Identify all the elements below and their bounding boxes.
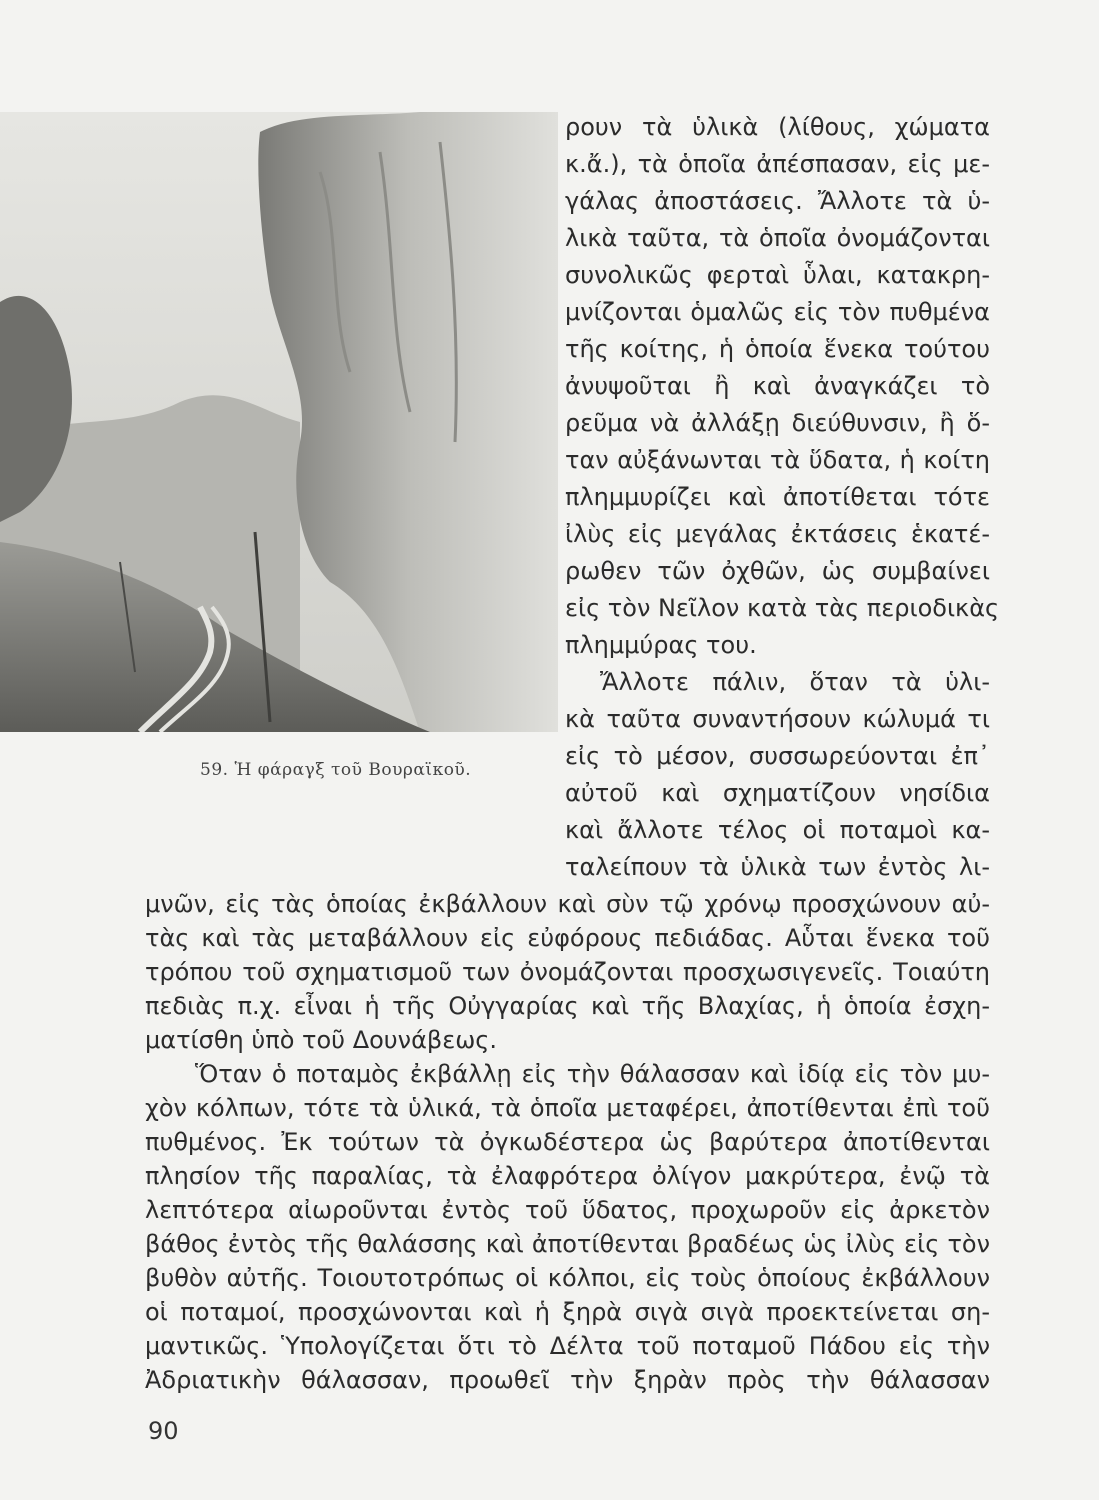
text-line: ρουν τὰ ὑλικὰ (λίθους, χώματα	[565, 113, 990, 141]
text-line: βυθὸν αὐτῆς. Τοιουτοτρόπως οἱ κόλποι, εἰς τοὺς ὁποίους ἐκβάλλουν	[145, 1264, 990, 1292]
text-line: Ἄλλοτε πάλιν, ὅταν τὰ ὑλι-	[600, 668, 990, 696]
text-line: πλησίον τῆς παραλίας, τὰ ἐλαφρότερα ὀλίγον μακρύτερα, ἐνῷ τὰ	[145, 1162, 990, 1190]
text-line: πλημμυρίζει καὶ ἀποτίθεται τότε	[565, 483, 990, 511]
text-line: πυθμένος. Ἐκ τούτων τὰ ὀγκωδέστερα ὡς βαρύτερα ἀποτίθενται	[145, 1128, 990, 1156]
gorge-photograph	[0, 112, 558, 732]
text-line: ταλείπουν τὰ ὑλικὰ των ἐντὸς λι-	[565, 853, 990, 881]
text-line: ματίσθη ὑπὸ τοῦ Δουνάβεως.	[145, 1026, 498, 1054]
text-line: μνῶν, εἰς τὰς ὁποίας ἐκβάλλουν καὶ σὺν τῷ χρόνῳ προσχώνουν αὐ-	[145, 890, 990, 918]
text-line: εἰς τὸν Νεῖλον κατὰ τὰς περιοδικὰς	[565, 594, 1000, 622]
page-number: 90	[148, 1417, 179, 1445]
text-line: γάλας ἀποστάσεις. Ἄλλοτε τὰ ὑ-	[565, 187, 990, 215]
text-line: οἱ ποταμοί, προσχώνονται καὶ ἡ ξηρὰ σιγὰ σιγὰ προεκτείνεται ση-	[145, 1298, 990, 1326]
text-line: μνίζονται ὁμαλῶς εἰς τὸν πυθμένα	[565, 298, 990, 326]
text-line: ταν αὐξάνωνται τὰ ὕδατα, ἡ κοίτη	[565, 446, 990, 474]
figure-caption: 59. Ἡ φάραγξ τοῦ Βουραϊκοῦ.	[200, 760, 472, 780]
text-line: Ἀδριατικὴν θάλασσαν, προωθεῖ τὴν ξηρὰν πρὸς τὴν θάλασσαν	[145, 1366, 990, 1394]
text-line: πεδιὰς π.χ. εἶναι ἡ τῆς Οὐγγαρίας καὶ τῆς Βλαχίας, ἡ ὁποία ἐσχη-	[145, 992, 990, 1020]
text-line: κὰ ταῦτα συναντήσουν κώλυμά τι	[565, 705, 990, 733]
text-line: συνολικῶς φερταὶ ὗλαι, κατακρη-	[565, 261, 990, 289]
text-line: ρεῦμα νὰ ἀλλάξῃ διεύθυνσιν, ἢ ὅ-	[565, 409, 990, 437]
photo-illustration	[0, 112, 558, 732]
text-line: ρωθεν τῶν ὀχθῶν, ὡς συμβαίνει	[565, 557, 990, 585]
text-line: χὸν κόλπων, τότε τὰ ὑλικά, τὰ ὁποῖα μεταφέρει, ἀποτίθενται ἐπὶ τοῦ	[145, 1094, 990, 1122]
text-line: τὰς καὶ τὰς μεταβάλλουν εἰς εὐφόρους πεδιάδας. Αὗται ἕνεκα τοῦ	[145, 924, 990, 952]
text-line: καὶ ἄλλοτε τέλος οἱ ποταμοὶ κα-	[565, 816, 990, 844]
text-line: ἰλὺς εἰς μεγάλας ἐκτάσεις ἑκατέ-	[565, 520, 990, 548]
text-line: λικὰ ταῦτα, τὰ ὁποῖα ὀνομάζονται	[565, 224, 990, 252]
text-line: Ὅταν ὁ ποταμὸς ἐκβάλλῃ εἰς τὴν θάλασσαν καὶ ἰδίᾳ εἰς τὸν μυ-	[195, 1060, 990, 1088]
text-line: μαντικῶς. Ὑπολογίζεται ὅτι τὸ Δέλτα τοῦ ποταμοῦ Πάδου εἰς τὴν	[145, 1332, 990, 1360]
text-line: βάθος ἐντὸς τῆς θαλάσσης καὶ ἀποτίθενται βραδέως ὡς ἰλὺς εἰς τὸν	[145, 1230, 990, 1258]
text-line: κ.ἄ.), τὰ ὁποῖα ἀπέσπασαν, εἰς με-	[565, 150, 990, 178]
text-line: πλημμύρας του.	[565, 631, 757, 659]
text-line: τῆς κοίτης, ἡ ὁποία ἕνεκα τούτου	[565, 335, 990, 363]
text-line: τρόπου τοῦ σχηματισμοῦ των ὀνομάζονται προσχωσιγενεῖς. Τοιαύτη	[145, 958, 990, 986]
text-line: αὐτοῦ καὶ σχηματίζουν νησίδια	[565, 779, 990, 807]
text-line: εἰς τὸ μέσον, συσσωρεύονται ἐπ᾽	[565, 742, 990, 770]
text-line: ἀνυψοῦται ἢ καὶ ἀναγκάζει τὸ	[565, 372, 990, 400]
text-line: λεπτότερα αἰωροῦνται ἐντὸς τοῦ ὕδατος, προχωροῦν εἰς ἀρκετὸν	[145, 1196, 990, 1224]
